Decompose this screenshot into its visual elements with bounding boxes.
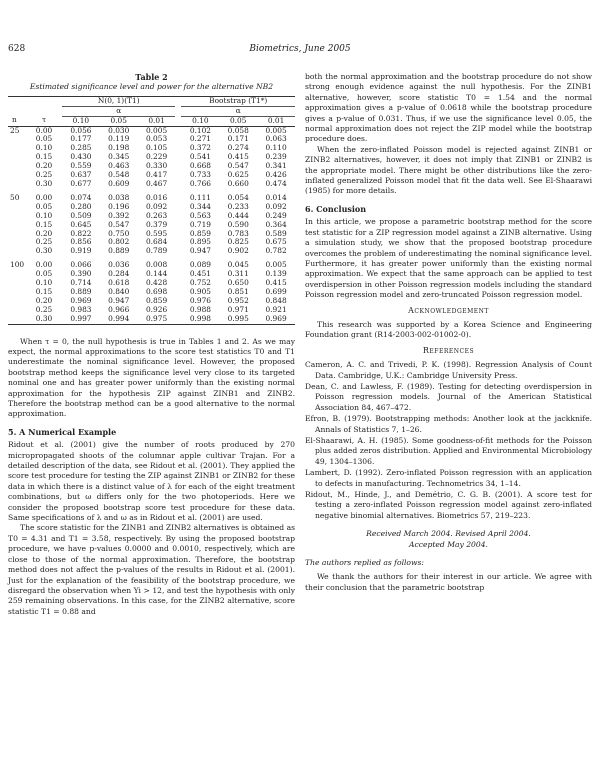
value-cell: 0.415: [265, 278, 287, 288]
n-cell: [8, 212, 26, 221]
n-cell: [8, 306, 26, 315]
value-cell: 0.547: [227, 161, 249, 171]
reply-intro: The authors replied as follows:: [305, 558, 424, 568]
value-cell: 0.905: [189, 286, 211, 296]
reference-item: Efron, B. (1979). Bootstrapping methods: Another look at the jackknife. Annals of Statistics 7, 1–26.: [305, 414, 592, 434]
value-cell: 0.752: [189, 278, 211, 288]
tau-cell: 0.05: [35, 269, 53, 279]
n-cell: [8, 315, 26, 324]
value-cell: 0.089: [189, 260, 211, 270]
value-cell: 0.379: [145, 219, 168, 229]
value-cell: 0.825: [227, 237, 249, 247]
value-cell: 0.859: [189, 228, 211, 238]
value-cell: 0.426: [265, 170, 287, 180]
paragraph: When the zero-inflated Poisson model is rejected against ZINB1 or ZINB2 alternatives, however, it does not imply that ZINB1 or ZINB2 is the appropriate model. There might be other distributions like the zero-inflated generalized Poisson model that fit the data well. See El-Shaarawi (1985) for more details.: [305, 144, 592, 196]
results-table: [8, 96, 295, 325]
value-cell: 0.177: [70, 134, 92, 144]
value-cell: 0.092: [265, 201, 287, 211]
value-cell: 0.271: [189, 134, 211, 144]
value-cell: 0.030: [108, 125, 130, 135]
reference-item: El-Shaarawi, A. H. (1985). Some goodness-of-fit methods for the Poisson plus added zeros distribution. Applied and Environmental Microbiology 49, 1304–1306.: [305, 436, 592, 466]
value-cell: 0.239: [265, 152, 287, 162]
value-cell: 0.144: [145, 269, 168, 279]
table-row: [8, 180, 295, 189]
n-cell: [8, 153, 26, 162]
alpha-header-2: α: [181, 106, 295, 116]
n-cell: [8, 247, 26, 256]
value-cell: 0.684: [145, 237, 168, 247]
tau-cell: 0.30: [26, 315, 62, 324]
value-cell: 0.969: [70, 295, 92, 305]
paragraph: In this article, we propose a parametric bootstrap method for the score test statistic for a ZIP regression model against a ZINB alternative. Using a simulation study, we show that the proposed bootstrap procedure overcomes the problem of underestimating the nominal significance level. Furthermore, it has greater power uniformly than the existing normal approximation. We expect that the same approach can be applied to test overdispersion in other Poisson regression models including the standard Poisson regression model and zero-truncated Poisson regression model.: [305, 217, 592, 300]
paragraph: We thank the authors for their interest in our article. We agree with their conclusion that the parametric bootstrap: [305, 572, 592, 592]
value-cell: 0.719: [189, 219, 211, 229]
tau-cell: 0.05: [35, 134, 53, 144]
value-cell: 0.541: [189, 152, 211, 162]
n-cell: [8, 180, 26, 189]
value-cell: 0.451: [189, 269, 211, 279]
value-cell: 0.198: [108, 143, 130, 153]
value-cell: 0.233: [227, 201, 249, 211]
references-heading: References: [422, 345, 475, 355]
value-cell: 0.902: [227, 246, 249, 256]
value-cell: 0.976: [189, 295, 211, 305]
tau-cell: 0.05: [35, 201, 53, 211]
value-cell: 0.947: [189, 246, 211, 256]
value-cell: 0.547: [108, 219, 130, 229]
value-cell: 0.714: [70, 278, 92, 288]
tau-cell: 0.15: [35, 286, 53, 296]
tau-header: τ: [26, 116, 62, 126]
tau-cell: 0.30: [35, 246, 53, 256]
value-cell: 0.341: [265, 161, 287, 171]
n-cell: [8, 135, 26, 144]
value-cell: 0.559: [70, 161, 92, 171]
section-heading-5: 5. A Numerical Example: [8, 426, 117, 437]
value-cell: 0.036: [108, 260, 130, 270]
n-cell: 100: [10, 260, 25, 270]
value-cell: 0.856: [70, 237, 92, 247]
value-cell: 0.983: [70, 304, 92, 314]
acknowledgement-text: This research was supported by a Korea Science and Engineering Foundation grant (R14-2003-002-01002-0).: [305, 319, 592, 340]
tau-cell: 0.20: [35, 295, 53, 305]
table-row: [8, 315, 295, 324]
value-cell: 0.364: [265, 219, 287, 229]
value-cell: 0.650: [227, 278, 249, 288]
value-cell: 0.997: [62, 315, 100, 324]
value-cell: 0.733: [189, 170, 211, 180]
value-cell: 0.058: [227, 125, 249, 135]
value-cell: 0.263: [145, 210, 168, 220]
value-cell: 0.311: [227, 269, 249, 279]
acknowledgement-heading: Acknowledgement: [408, 305, 489, 315]
n-cell: [8, 171, 26, 180]
accepted-date: Accepted May 2004.: [409, 539, 488, 549]
tau-cell: 0.10: [35, 143, 53, 153]
table-number: Table 2: [135, 72, 168, 82]
paragraph: The score statistic for the ZINB1 and ZINB2 alternatives is obtained as T0 = 4.31 and T1 = 3.58, respectively. By using the proposed bootstrap procedure, we have p-values 0.0000 and 0.0010, respectively, which are close to those of the normal approximation. Therefore, the bootstrap method does not affect the p-values of the results in Ridout et al. (2001). Just for the explanation of the feasibility of the bootstrap procedure, we disregard the observation when Yi > 12, and test the hypothesis with only 259 remaining observations. In this case, for the ZINB2 alternative, score statistic T1 = 0.88 and: [8, 523, 295, 616]
received-dates: Received March 2004. Revised April 2004.: [366, 529, 531, 539]
paragraph: When τ = 0, the null hypothesis is true in Tables 1 and 2. As we may expect, the normal approximations to the score test statistics T0 and T1 underestimate the nominal significance level. However, the proposed bootstrap method keeps the significance level very close to its targeted nominal one and has greater power uniformly than the existing normal approximation for the hypothesis ZIP against ZINB1 and ZINB2. Therefore the bootstrap method can be a good alternative to the normal approximation.: [8, 336, 295, 419]
tau-cell: 0.15: [35, 152, 53, 162]
value-cell: 0.947: [108, 295, 130, 305]
n-cell: [8, 221, 26, 230]
value-cell: 0.637: [70, 170, 92, 180]
value-cell: 0.330: [145, 161, 168, 171]
left-column: [8, 72, 295, 617]
level-header: 0.01: [138, 116, 176, 126]
n-cell: [8, 203, 26, 212]
value-cell: 0.509: [70, 210, 92, 220]
value-cell: 0.196: [108, 201, 130, 211]
value-cell: 0.474: [265, 178, 287, 188]
value-cell: 0.463: [108, 161, 130, 171]
table-row: [8, 247, 295, 256]
value-cell: 0.110: [265, 143, 287, 153]
value-cell: 0.105: [145, 143, 168, 153]
value-cell: 0.995: [219, 315, 257, 324]
value-cell: 0.822: [70, 228, 92, 238]
n-cell: [8, 238, 26, 247]
tau-cell: 0.10: [35, 278, 53, 288]
right-column: [305, 72, 592, 593]
value-cell: 0.859: [145, 295, 168, 305]
value-cell: 0.595: [145, 228, 168, 238]
value-cell: 0.139: [265, 269, 287, 279]
value-cell: 0.285: [70, 143, 92, 153]
value-cell: 0.284: [108, 269, 130, 279]
group-header-bootstrap: Bootstrap (T1*): [181, 96, 295, 106]
value-cell: 0.054: [227, 192, 249, 202]
value-cell: 0.008: [145, 260, 168, 270]
value-cell: 0.789: [145, 246, 168, 256]
n-cell: 50: [10, 192, 20, 202]
page-number: 628: [8, 44, 26, 54]
n-cell: [8, 297, 26, 306]
n-header: n: [8, 116, 26, 126]
value-cell: 0.971: [227, 304, 249, 314]
level-header: 0.05: [100, 116, 138, 126]
value-cell: 0.994: [100, 315, 138, 324]
value-cell: 0.344: [189, 201, 211, 211]
tau-cell: 0.25: [35, 304, 53, 314]
value-cell: 0.415: [227, 152, 249, 162]
paragraph: Ridout et al. (2001) give the number of roots produced by 270 micropropagated shoots of the columnar apple cultivar Trajan. For a detailed description of the data, see Ridout et al. (2001). They applied the score test procedure for testing the ZIP against ZINB1 or ZINB2 for these data in which there is a distinct value of λ for each of the eight treatment combinations, but ω differs only for the two photoperiods. Here we consider the proposed bootstrap score test procedure for these data. Same specifications of λ and ω as in Ridout et al. (2001) are used.: [8, 440, 295, 523]
value-cell: 0.889: [108, 246, 130, 256]
value-cell: 0.345: [108, 152, 130, 162]
n-cell: [8, 230, 26, 239]
value-cell: 0.467: [145, 178, 168, 188]
level-header: 0.10: [181, 116, 219, 126]
value-cell: 0.609: [108, 178, 130, 188]
value-cell: 0.372: [189, 143, 211, 153]
value-cell: 0.430: [70, 152, 92, 162]
tau-cell: 0.10: [35, 210, 53, 220]
value-cell: 0.229: [145, 152, 168, 162]
tau-cell: 0.00: [35, 125, 53, 135]
value-cell: 0.590: [227, 219, 249, 229]
value-cell: 0.119: [108, 134, 130, 144]
value-cell: 0.926: [145, 304, 168, 314]
value-cell: 0.698: [145, 286, 168, 296]
value-cell: 0.645: [70, 219, 92, 229]
value-cell: 0.921: [265, 304, 287, 314]
value-cell: 0.563: [189, 210, 211, 220]
value-cell: 0.111: [189, 192, 211, 202]
level-header: 0.10: [62, 116, 100, 126]
value-cell: 0.895: [189, 237, 211, 247]
value-cell: 0.889: [70, 286, 92, 296]
value-cell: 0.625: [227, 170, 249, 180]
value-cell: 0.390: [70, 269, 92, 279]
value-cell: 0.589: [265, 228, 287, 238]
reference-item: Lambert, D. (1992). Zero-inflated Poisson regression with an application to defects in manufacturing. Technometrics 34, 1–14.: [305, 468, 592, 488]
value-cell: 0.038: [108, 192, 130, 202]
value-cell: 0.848: [265, 295, 287, 305]
value-cell: 0.851: [227, 286, 249, 296]
n-cell: [8, 144, 26, 153]
n-cell: 25: [10, 125, 20, 135]
value-cell: 0.668: [189, 161, 211, 171]
value-cell: 0.699: [265, 286, 287, 296]
section-heading-6: 6. Conclusion: [305, 203, 367, 214]
n-cell: [8, 279, 26, 288]
n-cell: [8, 288, 26, 297]
value-cell: 0.952: [227, 295, 249, 305]
value-cell: 0.782: [265, 246, 287, 256]
value-cell: 0.677: [70, 178, 92, 188]
value-cell: 0.014: [265, 192, 287, 202]
n-cell: [8, 162, 26, 171]
value-cell: 0.802: [108, 237, 130, 247]
reference-item: Ridout, M., Hinde, J., and Demétrio, C. G. B. (2001). A score test for testing a zero-inflated Poisson regression model against zero-inflated negative binomial alternatives. Biometrics 57, 219–223.: [305, 490, 592, 520]
tau-cell: 0.00: [35, 192, 53, 202]
value-cell: 0.548: [108, 170, 130, 180]
tau-cell: 0.25: [35, 237, 53, 247]
tau-cell: 0.20: [35, 228, 53, 238]
paragraph: both the normal approximation and the bootstrap procedure do not show strong enough evidence against the null hypothesis. For the ZINB1 alternative, however, score statistic T0 = 1.54 and the normal approximation gives a p-value of 0.0618 while the bootstrap procedure gives a p-value of 0.031. Thus, if we use the significance level 0.05, the normal approximation does not reject the ZIP model while the bootstrap procedure does.: [305, 72, 592, 144]
reference-list: [305, 360, 592, 521]
value-cell: 0.005: [265, 260, 287, 270]
group-header-normal: N(0, 1)(T1): [62, 96, 175, 106]
value-cell: 0.919: [70, 246, 92, 256]
value-cell: 0.417: [145, 170, 168, 180]
value-cell: 0.444: [227, 210, 249, 220]
level-header: 0.05: [219, 116, 257, 126]
page-header: [8, 44, 592, 58]
level-header: 0.01: [257, 116, 295, 126]
tau-cell: 0.25: [35, 170, 53, 180]
value-cell: 0.766: [189, 178, 211, 188]
value-cell: 0.092: [145, 201, 168, 211]
value-cell: 0.066: [70, 260, 92, 270]
value-cell: 0.998: [181, 315, 219, 324]
tau-cell: 0.15: [35, 219, 53, 229]
table-title: Estimated significance level and power for the alternative NB2: [29, 82, 274, 92]
value-cell: 0.053: [145, 134, 168, 144]
value-cell: 0.005: [265, 125, 287, 135]
value-cell: 0.274: [227, 143, 249, 153]
value-cell: 0.005: [145, 125, 168, 135]
value-cell: 0.016: [145, 192, 168, 202]
value-cell: 0.966: [108, 304, 130, 314]
tau-cell: 0.20: [35, 161, 53, 171]
value-cell: 0.988: [189, 304, 211, 314]
journal-running-head: Biometrics, June 2005: [249, 44, 351, 54]
tau-cell: 0.30: [35, 178, 53, 188]
value-cell: 0.045: [227, 260, 249, 270]
alpha-header-1: α: [62, 106, 175, 116]
value-cell: 0.280: [70, 201, 92, 211]
tau-cell: 0.00: [35, 260, 53, 270]
value-cell: 0.750: [108, 228, 130, 238]
value-cell: 0.428: [145, 278, 168, 288]
reference-item: Cameron, A. C. and Trivedi, P. K. (1998). Regression Analysis of Count Data. Cambridge, U.K.: Cambridge University Press.: [305, 360, 592, 380]
value-cell: 0.074: [70, 192, 92, 202]
value-cell: 0.618: [108, 278, 130, 288]
value-cell: 0.783: [227, 228, 249, 238]
value-cell: 0.969: [257, 315, 295, 324]
value-cell: 0.675: [265, 237, 287, 247]
table-2: [8, 72, 295, 325]
reference-item: Dean, C. and Lawless, F. (1989). Testing for detecting overdispersion in Poisson regression models. Journal of the American Statistical Association 84, 467–472.: [305, 381, 592, 412]
value-cell: 0.171: [227, 134, 249, 144]
value-cell: 0.392: [108, 210, 130, 220]
value-cell: 0.249: [265, 210, 287, 220]
n-cell: [8, 270, 26, 279]
value-cell: 0.056: [70, 125, 92, 135]
value-cell: 0.975: [138, 315, 176, 324]
value-cell: 0.063: [265, 134, 287, 144]
value-cell: 0.660: [227, 178, 249, 188]
value-cell: 0.840: [108, 286, 130, 296]
value-cell: 0.102: [189, 125, 211, 135]
